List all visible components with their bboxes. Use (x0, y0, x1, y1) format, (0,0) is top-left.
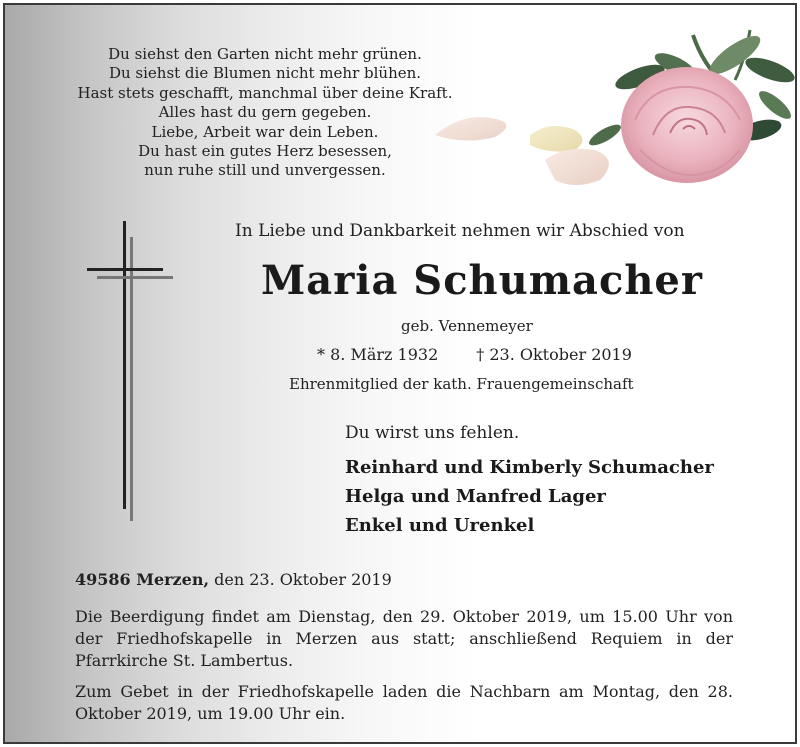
birth-date: * 8. März 1932 (317, 345, 439, 364)
mourner-line: Helga und Manfred Lager (345, 486, 606, 507)
poem-line: nun ruhe still und unvergessen. (144, 161, 386, 180)
death-date: † 23. Oktober 2019 (476, 345, 632, 364)
poem-line: Liebe, Arbeit war dein Leben. (151, 122, 379, 141)
place-date (75, 570, 392, 589)
intro-text: In Liebe und Dankbarkeit nehmen wir Abschied von (235, 221, 685, 241)
place: 49586 Merzen, (75, 570, 210, 589)
birth-name: geb. Vennemeyer (401, 317, 533, 335)
poem-line: Du siehst die Blumen nicht mehr blühen. (108, 64, 422, 83)
obituary-card (3, 3, 797, 744)
poem-line: Alles hast du gern gegeben. (158, 103, 372, 122)
place-date-text: den 23. Oktober 2019 (209, 570, 392, 589)
honor-text: Ehrenmitglied der kath. Frauengemeinschaft (289, 375, 634, 393)
mourners-list (345, 453, 714, 540)
poem-line: Du siehst den Garten nicht mehr grünen. (108, 45, 422, 63)
mourner-line: Reinhard und Kimberly Schumacher (345, 457, 714, 478)
mourner-line: Enkel und Urenkel (345, 515, 535, 536)
deceased-name: Maria Schumacher (261, 257, 703, 304)
farewell-text: Du wirst uns fehlen. (345, 423, 520, 443)
deceased-name-block (5, 257, 795, 304)
prayer-info: Zum Gebet in der Friedhofskapelle laden die Nachbarn am Montag, den 28. Oktober 2019, um 19.00 Uhr ein. (75, 682, 733, 723)
poem-line: Hast stets geschafft, manchmal über deine Kraft. (77, 83, 453, 102)
poem-line: Du hast ein gutes Herz besessen, (138, 142, 392, 161)
funeral-info: Die Beerdigung findet am Dienstag, den 29. Oktober 2019, um 15.00 Uhr von der Friedhofskapelle in Merzen aus statt; anschließend Requiem in der Pfarrkirche St. Lambertus. (75, 607, 733, 670)
life-dates (317, 345, 632, 364)
rose-image (425, 25, 795, 205)
